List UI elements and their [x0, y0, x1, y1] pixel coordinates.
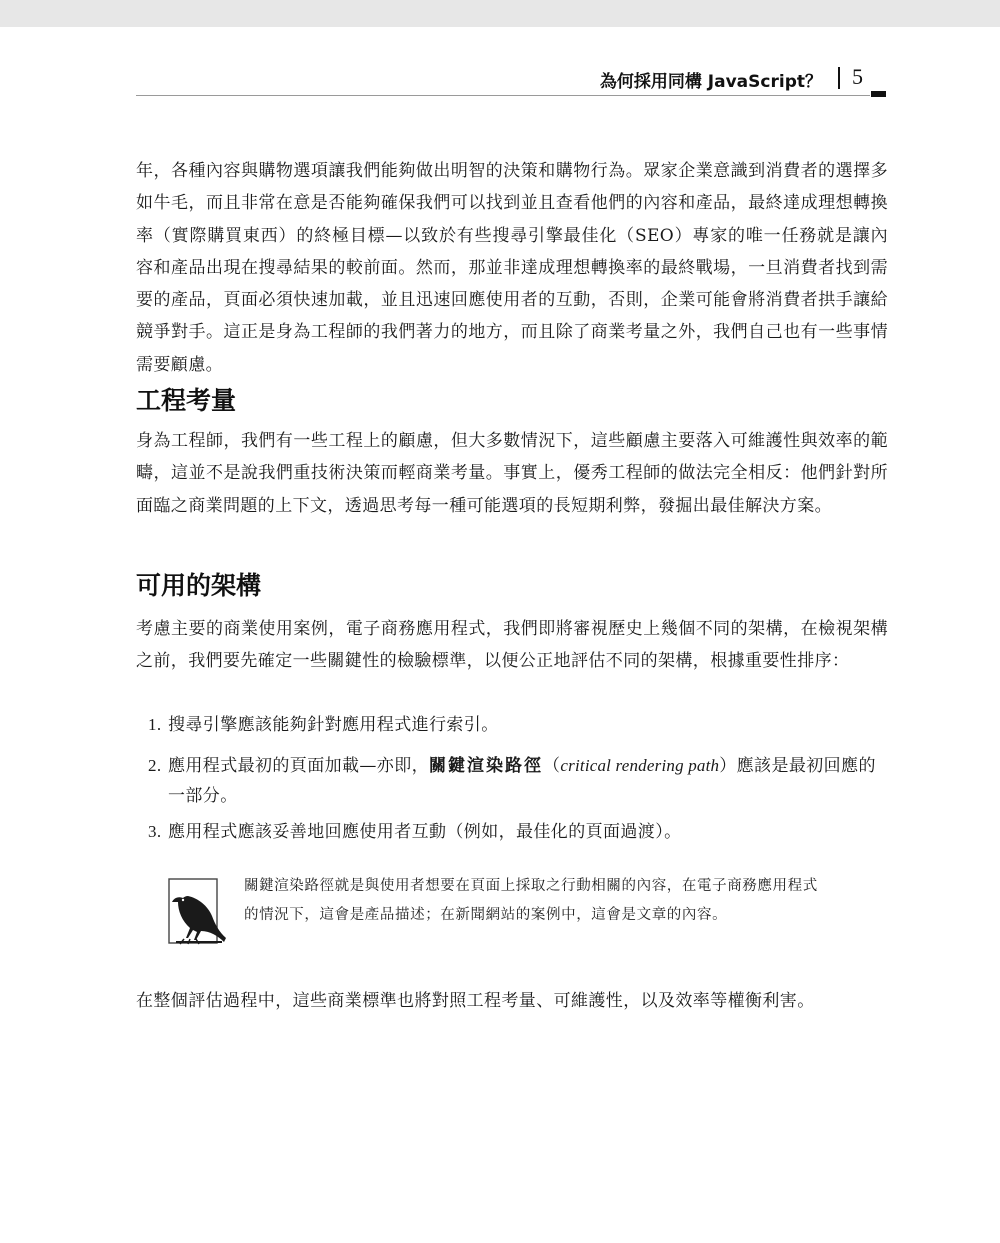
crow-icon	[166, 876, 228, 950]
bold-term: 關鍵渲染路徑	[429, 756, 543, 776]
list-item-number: 2.	[148, 756, 162, 775]
list-item-text: 搜尋引擎應該能夠針對應用程式進行索引。	[168, 715, 499, 735]
list-item-number: 1.	[148, 715, 162, 734]
engineering-paragraph: 身為工程師，我們有一些工程上的顧慮，但大多數情況下，這些顧慮主要落入可維護性與效率的範疇，這並不是說我們重技術決策而輕商業考量。事實上，優秀工程師的做法完全相反：他們針對所面臨之商業問題的上下文，透過思考每一種可能選項的長短期利弊，發掘出最佳解決方案。	[136, 431, 888, 516]
top-bar	[0, 0, 1000, 27]
intro-paragraph: 年，各種內容與購物選項讓我們能夠做出明智的決策和購物行為。眾家企業意識到消費者的選擇多如牛毛，而且非常在意是否能夠確保我們可以找到並且查看他們的內容和產品，最終達成理想轉換率（實際購買東西）的終極目標—以致於有些搜尋引擎最佳化（SEO）專家的唯一任務就是讓內容和產品出現在搜尋結果的較前面。然而，那並非達成理想轉換率的最終戰場，一旦消費者找到需要的產品，頁面必須快速加載，並且迅速回應使用者的互動，否則，企業可能會將消費者拱手讓給競爭對手。這正是身為工程師的我們著力的地方，而且除了商業考量之外，我們自己也有一些事情需要顧慮。	[136, 161, 888, 375]
header-corner-mark	[871, 91, 886, 97]
list-item-text: 應用程式應該妥善地回應使用者互動（例如，最佳化的頁面過渡）。	[168, 822, 682, 842]
list-item	[136, 751, 888, 811]
paren-open: （	[543, 756, 561, 776]
paren-close: ）	[719, 756, 737, 776]
architectures-paragraph: 考慮主要的商業使用案例，電子商務應用程式，我們即將審視歷史上幾個不同的架構，在檢視架構之前，我們要先確定一些關鍵性的檢驗標準，以便公正地評估不同的架構，根據重要性排序：	[136, 619, 888, 672]
list-item-text-after: 應該是最初回應的一部分。	[168, 756, 876, 806]
closing-paragraph: 在整個評估過程中，這些商業標準也將對照工程考量、可維護性，以及效率等權衡利害。	[136, 991, 815, 1011]
list-item	[136, 710, 888, 740]
chapter-title: 為何採用同構 JavaScript？	[599, 72, 822, 92]
list-item-text	[168, 751, 888, 811]
section-heading-engineering: 工程考量	[136, 386, 237, 415]
note-text: 關鍵渲染路徑就是與使用者想要在頁面上採取之行動相關的內容，在電子商務應用程式的情況下，這會是產品描述；在新聞網站的案例中，這會是文章的內容。	[244, 878, 818, 923]
page-number: 5	[852, 64, 863, 89]
italic-term: critical rendering path	[560, 756, 720, 775]
list-item-text-before: 應用程式最初的頁面加載—亦即，	[168, 756, 429, 776]
list-item-number: 3.	[148, 822, 162, 841]
section-heading-architectures: 可用的架構	[136, 571, 262, 600]
header-separator	[838, 67, 840, 89]
header-rule	[136, 95, 870, 96]
list-item	[136, 817, 888, 847]
